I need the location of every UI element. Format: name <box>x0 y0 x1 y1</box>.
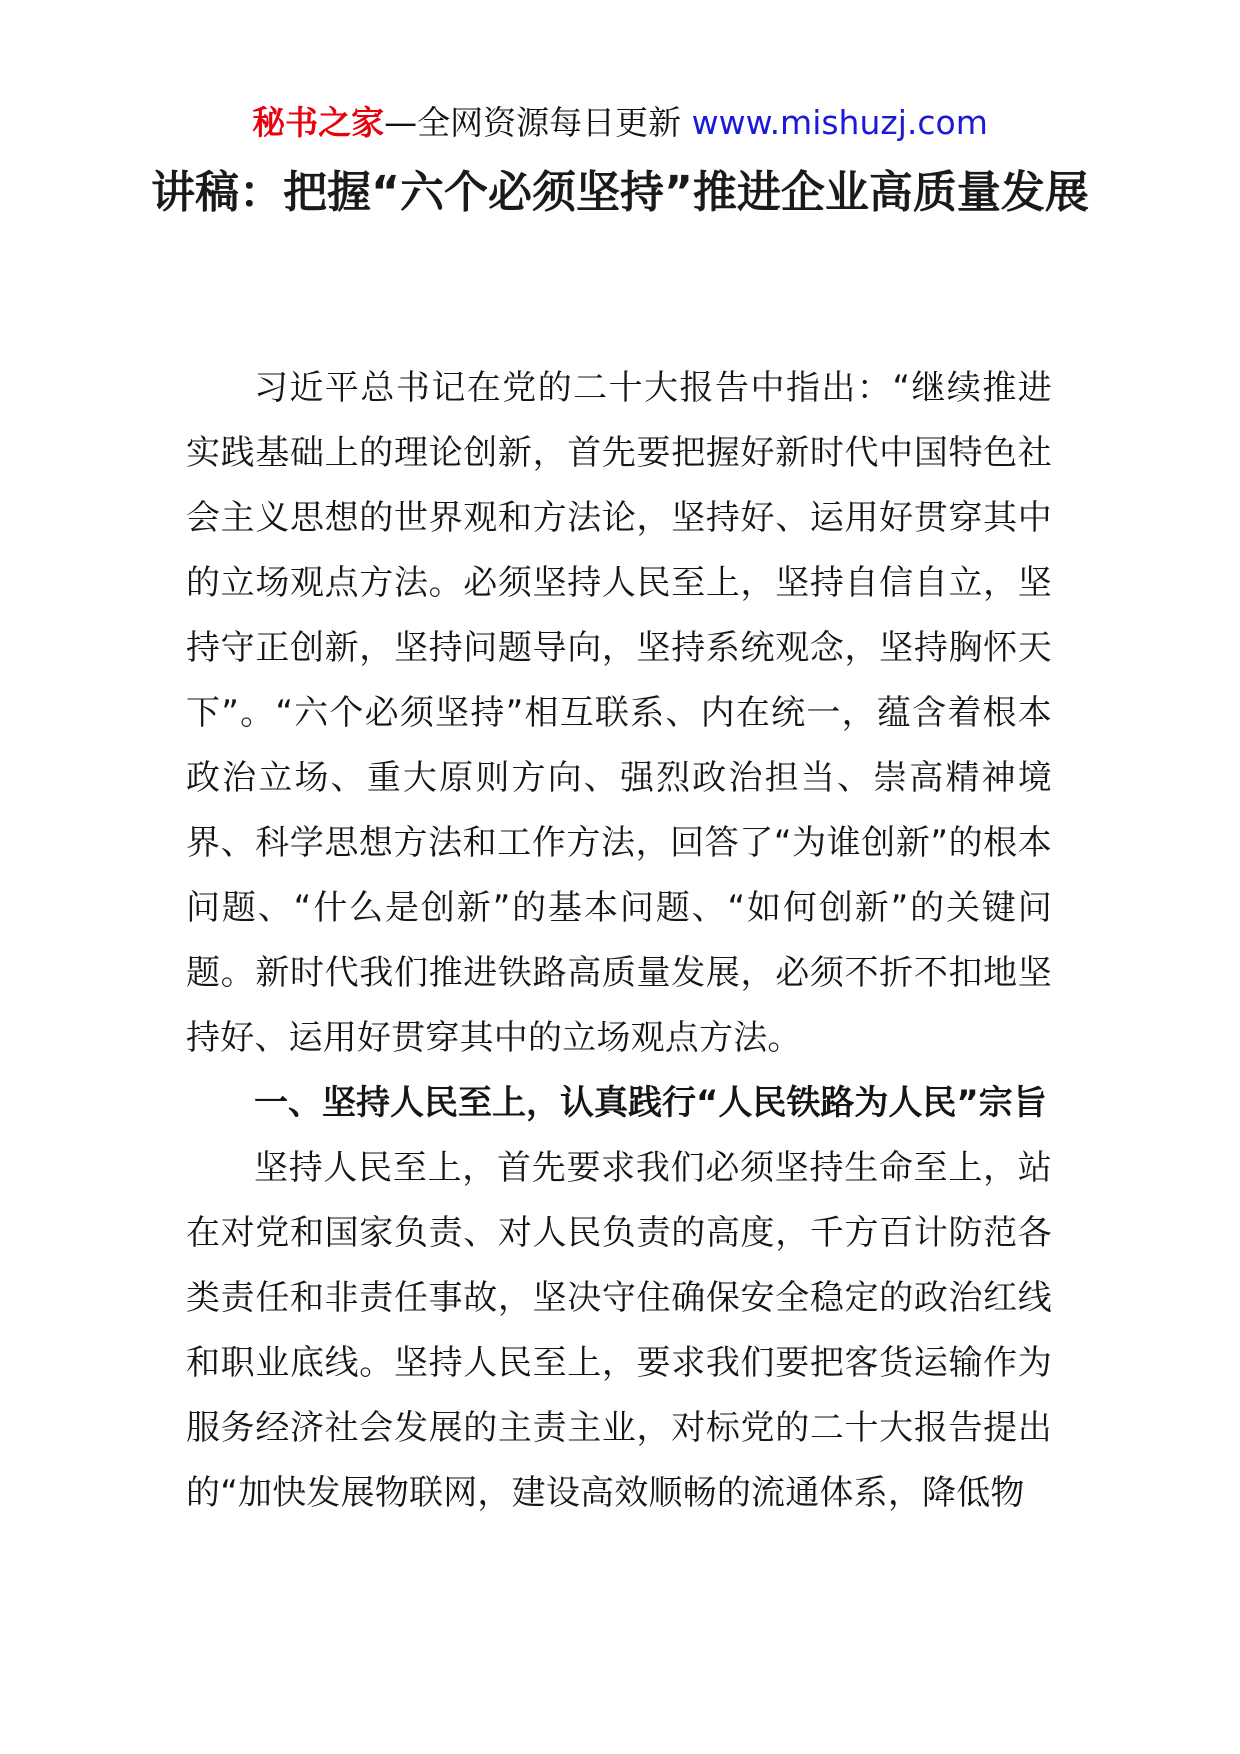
section-heading: 一、坚持人民至上，认真践行“人民铁路为人民”宗旨 <box>254 1083 1047 1123</box>
section-paragraph: 坚持人民至上，首先要求我们必须坚持生命至上，站在对党和国家负责、对人民负责的高度，千方百计防范各类责任和非责任事故，坚决守住确保安全稳定的政治红线和职业底线。坚持人民至上，要求我们要把客货运输作为服务经济社会发展的主责主业，对标党的二十大报告提出的“加快发展物联网，建设高效顺畅的流通体系，降低物 <box>186 1148 1052 1513</box>
site-url-link[interactable]: www.mishuzj.com <box>691 103 988 142</box>
site-header <box>0 100 1240 146</box>
document-title: 讲稿：把握“六个必须坚持”推进企业高质量发展 <box>151 167 1089 218</box>
document-body <box>186 356 1052 1526</box>
intro-paragraph: 习近平总书记在党的二十大报告中指出：“继续推进实践基础上的理论创新，首先要把握好新时代中国特色社会主义思想的世界观和方法论，坚持好、运用好贯穿其中的立场观点方法。必须坚持人民至上，坚持自信自立，坚持守正创新，坚持问题导向，坚持系统观念，坚持胸怀天下”。“六个必须坚持”相互联系、内在统一，蕴含着根本政治立场、重大原则方向、强烈政治担当、崇高精神境界、科学思想方法和工作方法，回答了“为谁创新”的根本问题、“什么是创新”的基本问题、“如何创新”的关键问题。新时代我们推进铁路高质量发展，必须不折不扣地坚持好、运用好贯穿其中的立场观点方法。 <box>186 368 1052 1058</box>
header-tagline: —全网资源每日更新 <box>384 103 682 142</box>
brand-name: 秘书之家 <box>252 103 385 142</box>
